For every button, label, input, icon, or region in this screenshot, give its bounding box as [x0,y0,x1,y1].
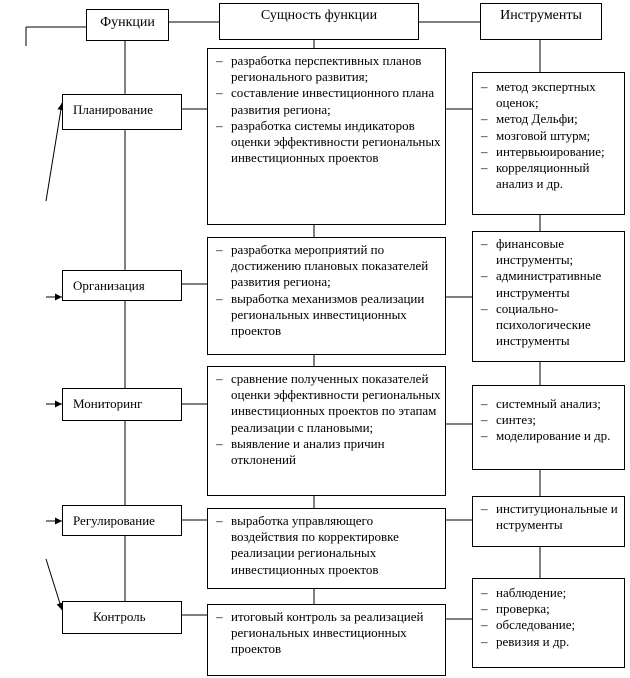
header-essence-label: Сущность функции [260,8,378,23]
tools-box-planning [472,72,625,215]
tools-item: – финансовые инструменты; [479,236,620,268]
function-box-monitoring [62,388,182,421]
essence-box-organization [207,237,446,355]
function-label: Планирование [73,102,153,117]
tools-item: – системный анализ; [479,396,620,412]
function-label: Мониторинг [73,396,143,411]
essence-item: – выявление и анализ причин отклонений [214,436,441,468]
tools-item: – интервьюирование; [479,144,620,160]
tools-item: – наблюдение; [479,585,620,601]
function-box-planning [62,94,182,130]
essence-item: – выработка управляющего воздействия по корректировке реализации региональных инвестиционных проектов [214,513,441,578]
tools-box-monitoring [472,385,625,470]
tools-item: – административные инструменты [479,268,620,300]
essence-item: – разработка мероприятий по достижению плановых показателей развития региона; [214,242,441,291]
essence-box-regulation [207,508,446,589]
essence-box-control [207,604,446,676]
essence-box-planning [207,48,446,225]
essence-item: – составление инвестиционного плана развития региона; [214,85,441,117]
header-essence [219,3,419,40]
essence-item: – разработка перспективных планов регионального развития; [214,53,441,85]
tools-item: – проверка; [479,601,620,617]
tools-item: – корреляционный анализ и др. [479,160,620,192]
tools-item: – социально-психологические инструменты [479,301,620,350]
function-box-control [62,601,182,634]
essence-item: – сравнение полученных показателей оценки эффективности региональных инвестиционных проектов по этапам реализации с плановыми; [214,371,441,436]
tools-item: – ревизия и др. [479,634,620,650]
header-functions-label: Функции [100,15,155,30]
function-box-organization [62,270,182,301]
essence-item: – выработка механизмов реализации региональных инвестиционных проектов [214,291,441,340]
tools-item: – метод экспертных оценок; [479,79,620,111]
tools-box-control [472,578,625,668]
tools-item: – синтез; [479,412,620,428]
essence-box-monitoring [207,366,446,496]
tools-item: – институциональные инструменты [479,501,620,533]
function-label: Контроль [93,609,146,624]
tools-box-regulation [472,496,625,547]
essence-item: – разработка системы индикаторов оценки эффективности региональных инвестиционных проектов [214,118,441,167]
header-functions [86,9,169,41]
tools-item: – метод Дельфи; [479,111,620,127]
header-tools [480,3,602,40]
function-label: Организация [73,278,145,293]
essence-item: – итоговый контроль за реализацией региональных инвестиционных проектов [214,609,441,658]
function-label: Регулирование [73,513,155,528]
function-box-regulation [62,505,182,536]
tools-box-organization [472,231,625,362]
tools-item: – обследование; [479,617,620,633]
tools-item: – мозговой штурм; [479,128,620,144]
tools-item: – моделирование и др. [479,428,620,444]
header-tools-label: Инструменты [500,8,582,23]
